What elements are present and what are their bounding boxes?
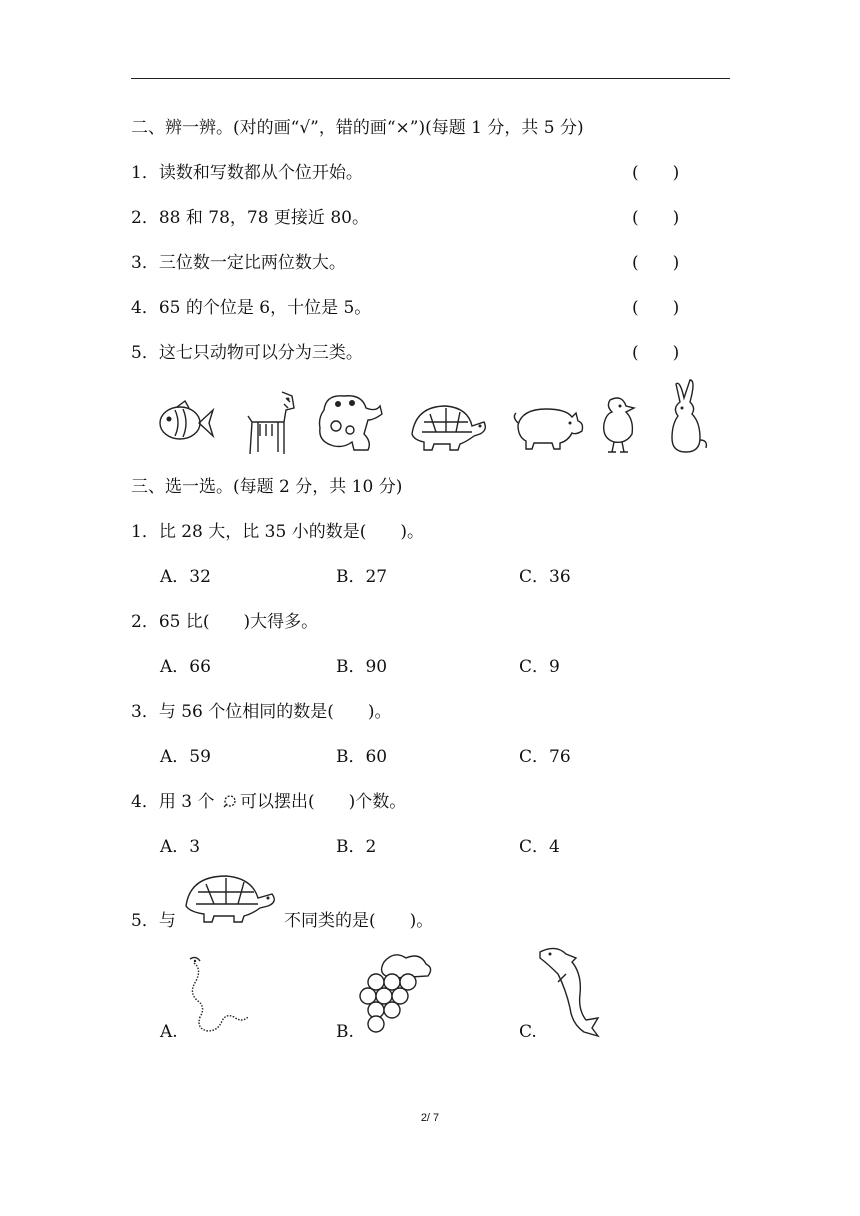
mc-question-4-part-a: 4．用 3 个 [131,792,215,812]
q2-option-c[interactable]: C．9 [519,657,560,677]
mc-question-5-part-b: 不同类的是( )。 [284,911,434,931]
turtle-icon [406,400,488,452]
mc-question-1: 1．比 28 大，比 35 小的数是( )。 [131,522,424,542]
q3-option-a[interactable]: A．59 [160,747,211,767]
q1-option-c[interactable]: C．36 [519,567,571,587]
tf-item-4: 4．65 的个位是 6，十位是 5。 [131,298,372,318]
q5-option-b[interactable]: B. [336,1022,354,1042]
fish-icon [155,400,215,446]
pig-icon [510,403,586,451]
answer-paren-1[interactable]: ( ) [632,163,680,183]
snake-icon [176,955,256,1037]
q1-option-b[interactable]: B．27 [336,567,388,587]
q3-option-b[interactable]: B．60 [336,747,388,767]
frog-icon [314,390,384,456]
dolphin-icon [536,944,606,1038]
section2-heading: 二、辨一辨。(对的画“√”，错的画“×”)(每题 1 分，共 5 分) [131,118,584,138]
tf-item-5: 5．这七只动物可以分为三类。 [131,343,363,363]
q2-option-b[interactable]: B．90 [336,657,388,677]
q2-option-a[interactable]: A．66 [160,657,211,677]
mc-question-5-part-a: 5．与 [131,911,176,931]
q1-option-a[interactable]: A．32 [160,567,211,587]
mc-question-2: 2．65 比( )大得多。 [131,612,319,632]
header-rule [131,78,730,79]
page-number: 2/ 7 [420,1112,440,1124]
bead-icon [222,794,238,808]
q4-option-b[interactable]: B．2 [336,837,377,857]
rabbit-icon [664,378,710,458]
answer-paren-3[interactable]: ( ) [632,253,680,273]
tf-item-3: 3．三位数一定比两位数大。 [131,253,346,273]
q4-option-c[interactable]: C．4 [519,837,560,857]
answer-paren-4[interactable]: ( ) [632,298,680,318]
q5-option-a[interactable]: A. [160,1022,178,1042]
q4-option-a[interactable]: A．3 [160,837,201,857]
section3-heading: 三、选一选。(每题 2 分，共 10 分) [131,477,403,497]
q3-option-c[interactable]: C．76 [519,747,571,767]
zebra-icon [240,388,300,458]
mc-question-4-part-b: 可以摆出( )个数。 [240,792,407,812]
q5-option-c[interactable]: C. [519,1022,537,1042]
chick-icon [598,394,642,456]
answer-paren-5[interactable]: ( ) [632,343,680,363]
grapes-icon [354,950,436,1038]
mc-question-3: 3．与 56 个位相同的数是( )。 [131,702,392,722]
answer-paren-2[interactable]: ( ) [632,208,680,228]
tf-item-2: 2．88 和 78，78 更接近 80。 [131,208,369,228]
tf-item-1: 1．读数和写数都从个位开始。 [131,163,363,183]
turtle-icon [180,870,278,922]
